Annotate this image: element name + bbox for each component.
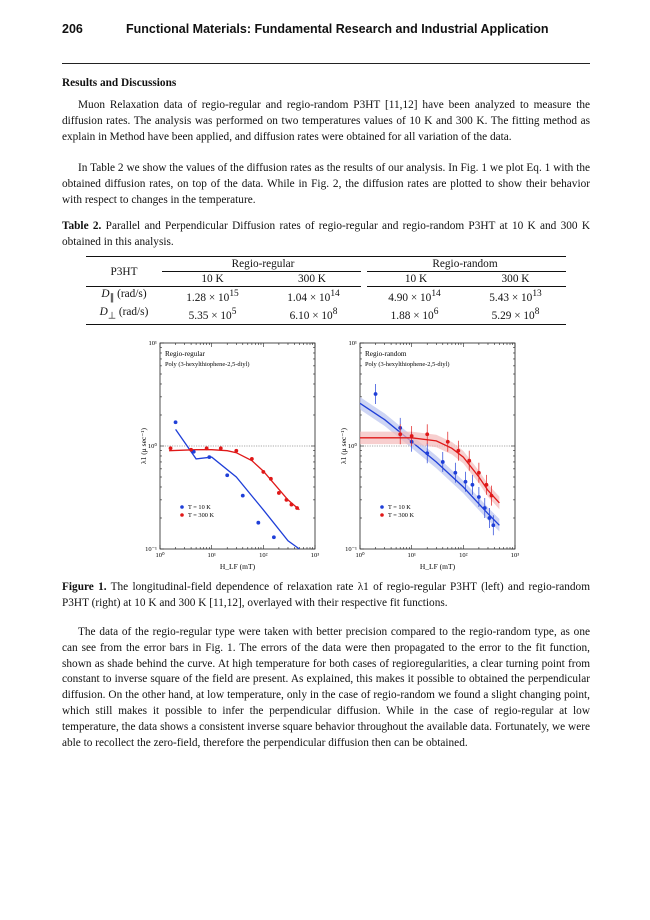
paragraph-1: Muon Relaxation data of regio-regular and regio-random P3HT [11,12] have been analyzed to measure the diffusion rates. The analysis was performed on two temperatures values of 10 K and 300 K. The fitting method as explain in Method have been applied, and diffusion rates were obtained for all variation of the data.: [62, 99, 590, 143]
table-cell: $5.35 \times 10^5$: [162, 305, 263, 324]
x-tick-label: 10⁰: [355, 552, 365, 559]
paragraph-2: In Table 2 we show the values of the diffusion rates as the results of our analysis. In Fig. 1 we plot Eq. 1 with the obtained diffusion rates, on top of the data. While in Fig. 2, the diffusion rates are plotted to show their behavior with respect to changes in the temperature.: [62, 162, 590, 206]
x-tick-label: 10¹: [207, 552, 216, 559]
table-corner: P3HT: [86, 257, 162, 287]
fit-line: [176, 429, 300, 549]
data-point: [425, 432, 429, 436]
legend-label: T = 300 K: [388, 512, 414, 519]
data-point: [174, 420, 178, 424]
data-point: [269, 477, 273, 481]
table-row: [86, 305, 566, 324]
legend-marker: [380, 513, 384, 517]
y-axis-label: λ1 (μ sec⁻¹): [139, 428, 148, 464]
row-label: $D_\perp$ (rad/s): [86, 305, 162, 324]
data-point: [441, 460, 445, 464]
table-caption: [62, 219, 590, 251]
data-point: [207, 455, 211, 459]
fit-line: [169, 450, 299, 510]
data-point: [410, 434, 414, 438]
x-tick-label: 10³: [310, 552, 320, 559]
temp-header: 300 K: [263, 272, 364, 287]
section-title: Results and Discussions: [62, 77, 177, 89]
legend-marker: [380, 505, 384, 509]
data-point: [471, 483, 475, 487]
data-point: [483, 506, 487, 510]
data-point: [256, 521, 260, 525]
data-point: [453, 471, 457, 475]
legend-label: T = 10 K: [388, 504, 411, 511]
data-point: [205, 446, 209, 450]
x-axis-label: H_LF (mT): [219, 562, 256, 571]
table-cell: $1.88 \times 10^6$: [364, 305, 465, 324]
row-label: $D_\parallel$ (rad/s): [101, 288, 147, 304]
table-label: Table 2.: [62, 220, 102, 232]
table-cell: $1.04 \times 10^{14}$: [287, 289, 340, 304]
legend-marker: [180, 505, 184, 509]
data-point: [374, 392, 378, 396]
data-point: [169, 446, 173, 450]
x-tick-label: 10²: [259, 552, 268, 559]
panel-subtitle: Poly (3-hexylthiophene-2,5-diyl): [365, 361, 450, 368]
data-point: [285, 498, 289, 502]
temp-header: 300 K: [465, 272, 566, 287]
data-point: [491, 523, 495, 527]
data-point: [250, 457, 254, 461]
header-rule: [62, 63, 590, 64]
data-point: [234, 449, 238, 453]
table-cell: $5.43 \times 10^{13}$: [489, 289, 542, 304]
data-point: [241, 494, 245, 498]
figure-1: [140, 338, 525, 576]
figure-caption: [62, 580, 590, 612]
data-point: [277, 491, 281, 495]
legend-label: T = 300 K: [188, 512, 214, 519]
data-point: [456, 449, 460, 453]
figure-label: Figure 1.: [62, 581, 107, 593]
x-axis-label: H_LF (mT): [419, 562, 456, 571]
x-tick-label: 10⁰: [155, 552, 165, 559]
data-point: [446, 440, 450, 444]
panel-title: Regio-random: [365, 350, 407, 358]
header-regio-random: Regio-random: [364, 257, 566, 272]
data-point: [295, 506, 299, 510]
x-tick-label: 10²: [459, 552, 468, 559]
data-point: [467, 459, 471, 463]
legend-marker: [180, 513, 184, 517]
page-number: 206: [62, 22, 83, 36]
table-cell: $4.90 \times 10^{14}$: [388, 289, 441, 304]
y-tick-label: 10⁻¹: [345, 546, 357, 553]
data-point: [290, 503, 294, 507]
y-tick-label: 10¹: [148, 340, 157, 347]
data-point: [477, 495, 481, 499]
diffusion-table: [86, 256, 566, 325]
data-point: [225, 473, 229, 477]
y-tick-label: 10⁰: [147, 443, 157, 450]
running-title: Functional Materials: Fundamental Research and Industrial Application: [126, 22, 549, 36]
data-point: [261, 470, 265, 474]
paragraph-3: The data of the regio-regular type were taken with better precision compared to the regio-random type, as one can see from the error bars in Fig. 1. The errors of the data were then propagated to the error to the fit function, shown as shade behind the curve. At high temperature for both cases of regioregularities, a clear turning point from constant to inverse square of the field are present. As explained, this makes it possible to obtained the perpendicular diffusion. On the other hand, at low temperature, only in the case of regio-random we found a slight changing point, which still makes it possible to infer the perpendicular diffusion. While in the case of regio-regular at low temperature, the data shows a consistent inverse square behavior throughout the available data. Fortunately, we were able to recollect the zero-field, therefore the perpendicular diffusion then can be obtained.: [62, 626, 590, 749]
data-point: [477, 471, 481, 475]
figure-caption-text: The longitudinal-field dependence of relaxation rate λ1 of regio-regular P3HT (left) and regio-random P3HT (right) at 10 K and 300 K [11,12], overlayed with their respective fit functions.: [62, 581, 590, 609]
chart-panel-1: [139, 340, 319, 571]
table-caption-text: Parallel and Perpendicular Diffusion rates of regio-regular and regio-random P3HT at 10 K and 300 K obtained in this analysis.: [62, 220, 590, 248]
legend-label: T = 10 K: [188, 504, 211, 511]
header-regio-regular: Regio-regular: [162, 257, 364, 272]
table-cell: $5.29 \times 10^8$: [465, 305, 566, 324]
data-point: [464, 480, 468, 484]
data-point: [398, 432, 402, 436]
x-tick-label: 10¹: [407, 552, 416, 559]
data-point: [485, 483, 489, 487]
table-cell: $6.10 \times 10^8$: [263, 305, 364, 324]
data-point: [425, 451, 429, 455]
table-cell: $1.28 \times 10^{15}$: [186, 289, 239, 304]
data-point: [490, 494, 494, 498]
y-tick-label: 10¹: [348, 340, 357, 347]
panel-subtitle: Poly (3-hexylthiophene-2,5-diyl): [165, 361, 250, 368]
y-axis-label: λ1 (μ sec⁻¹): [339, 428, 348, 464]
data-point: [219, 446, 223, 450]
y-tick-label: 10⁻¹: [145, 546, 157, 553]
data-point: [189, 448, 193, 452]
chart-panel-2: [339, 340, 519, 571]
panel-title: Regio-regular: [165, 350, 205, 358]
data-point: [488, 516, 492, 520]
y-tick-label: 10⁰: [347, 443, 357, 450]
data-point: [272, 535, 276, 539]
x-tick-label: 10³: [510, 552, 520, 559]
temp-header: 10 K: [162, 272, 263, 287]
temp-header: 10 K: [364, 272, 465, 287]
table-row: [86, 287, 566, 306]
